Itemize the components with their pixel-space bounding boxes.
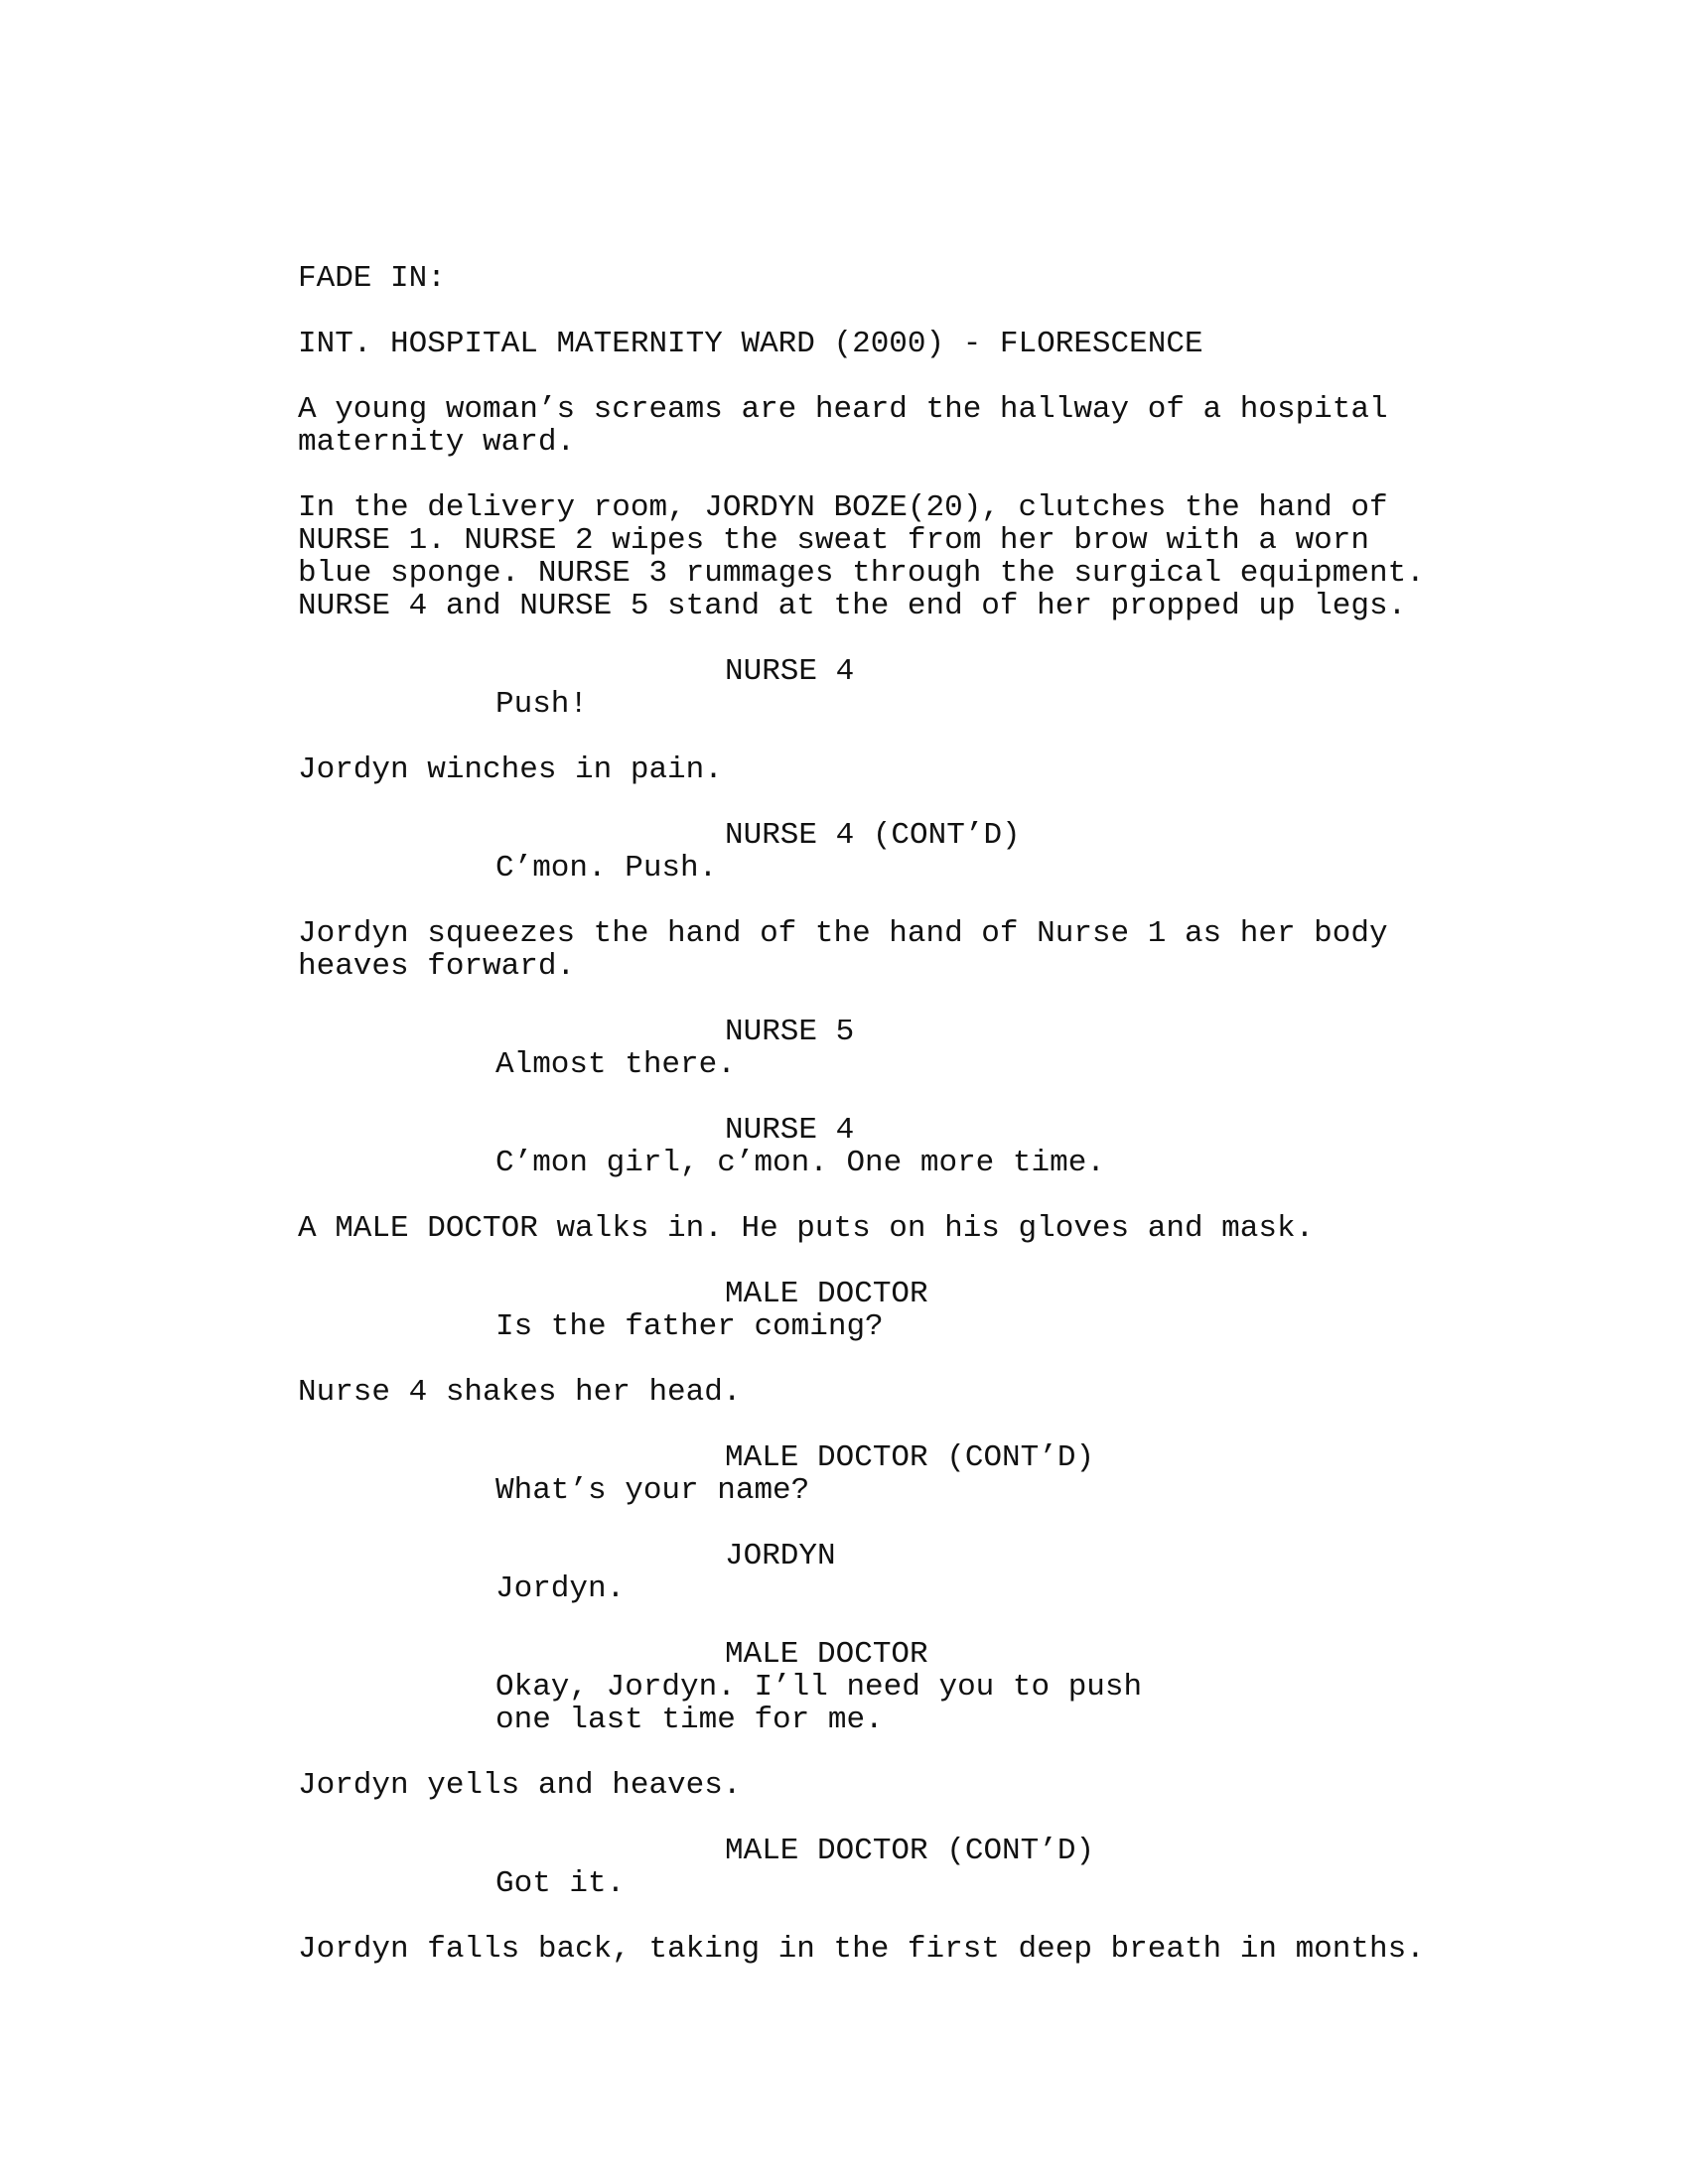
blank-line: [298, 360, 1489, 393]
blank-line: [298, 983, 1489, 1016]
scene-heading: INT. HOSPITAL MATERNITY WARD (2000) - FLORESCENCE: [298, 327, 1203, 361]
character-cue: NURSE 4: [725, 1113, 855, 1148]
blank-line: [298, 1900, 1489, 1933]
dialogue: What’s your name?: [495, 1473, 810, 1508]
blank-line: [298, 786, 1489, 819]
blank-line: [298, 459, 1489, 491]
blank-line: [298, 1605, 1489, 1638]
blank-line: [298, 1179, 1489, 1212]
dialogue: C’mon girl, c’mon. One more time.: [495, 1146, 1105, 1180]
dialogue: Almost there.: [495, 1047, 736, 1082]
blank-line: [298, 1081, 1489, 1114]
action-line: Nurse 4 shakes her head.: [298, 1375, 742, 1410]
action-line: Jordyn yells and heaves.: [298, 1768, 742, 1803]
dialogue: C’mon. Push.: [495, 851, 718, 886]
character-cue: MALE DOCTOR: [725, 1277, 928, 1311]
action-line: Jordyn squeezes the hand of the hand of Nurse 1 as her body heaves forward.: [298, 916, 1388, 984]
blank-line: [298, 1507, 1489, 1540]
character-cue: NURSE 4 (CONT’D): [725, 818, 1021, 853]
action-line: A young woman’s screams are heard the hallway of a hospital maternity ward.: [298, 392, 1388, 460]
dialogue: Push!: [495, 687, 589, 722]
blank-line: [298, 1802, 1489, 1835]
action-line: A MALE DOCTOR walks in. He puts on his gloves and mask.: [298, 1211, 1315, 1246]
transition: FADE IN:: [298, 261, 446, 296]
action-line: Jordyn falls back, taking in the first deep breath in months.: [298, 1932, 1425, 1967]
character-cue: NURSE 4: [725, 654, 855, 689]
screenplay-body: [298, 262, 1489, 1966]
blank-line: [298, 295, 1489, 328]
dialogue: Got it.: [495, 1866, 626, 1901]
blank-line: [298, 885, 1489, 917]
character-cue: NURSE 5: [725, 1015, 855, 1049]
action-line: In the delivery room, JORDYN BOZE(20), clutches the hand of NURSE 1. NURSE 2 wipes the sweat from her brow with a worn blue sponge. NURSE 3 rummages through the surgical equipment. NURSE 4 and NURSE 5 stand at the end of her propped up legs.: [298, 490, 1425, 623]
action-line: Jordyn winches in pain.: [298, 752, 723, 787]
blank-line: [298, 1409, 1489, 1441]
character-cue: JORDYN: [725, 1539, 836, 1573]
character-cue: MALE DOCTOR (CONT’D): [725, 1834, 1095, 1868]
blank-line: [298, 622, 1489, 655]
blank-line: [298, 1343, 1489, 1376]
dialogue: Is the father coming?: [495, 1309, 884, 1344]
character-cue: MALE DOCTOR (CONT’D): [725, 1440, 1095, 1475]
blank-line: [298, 1245, 1489, 1278]
dialogue: Okay, Jordyn. I’ll need you to push one last time for me.: [495, 1670, 1143, 1737]
dialogue: Jordyn.: [495, 1571, 626, 1606]
blank-line: [298, 721, 1489, 753]
blank-line: [298, 1736, 1489, 1769]
character-cue: MALE DOCTOR: [725, 1637, 928, 1672]
